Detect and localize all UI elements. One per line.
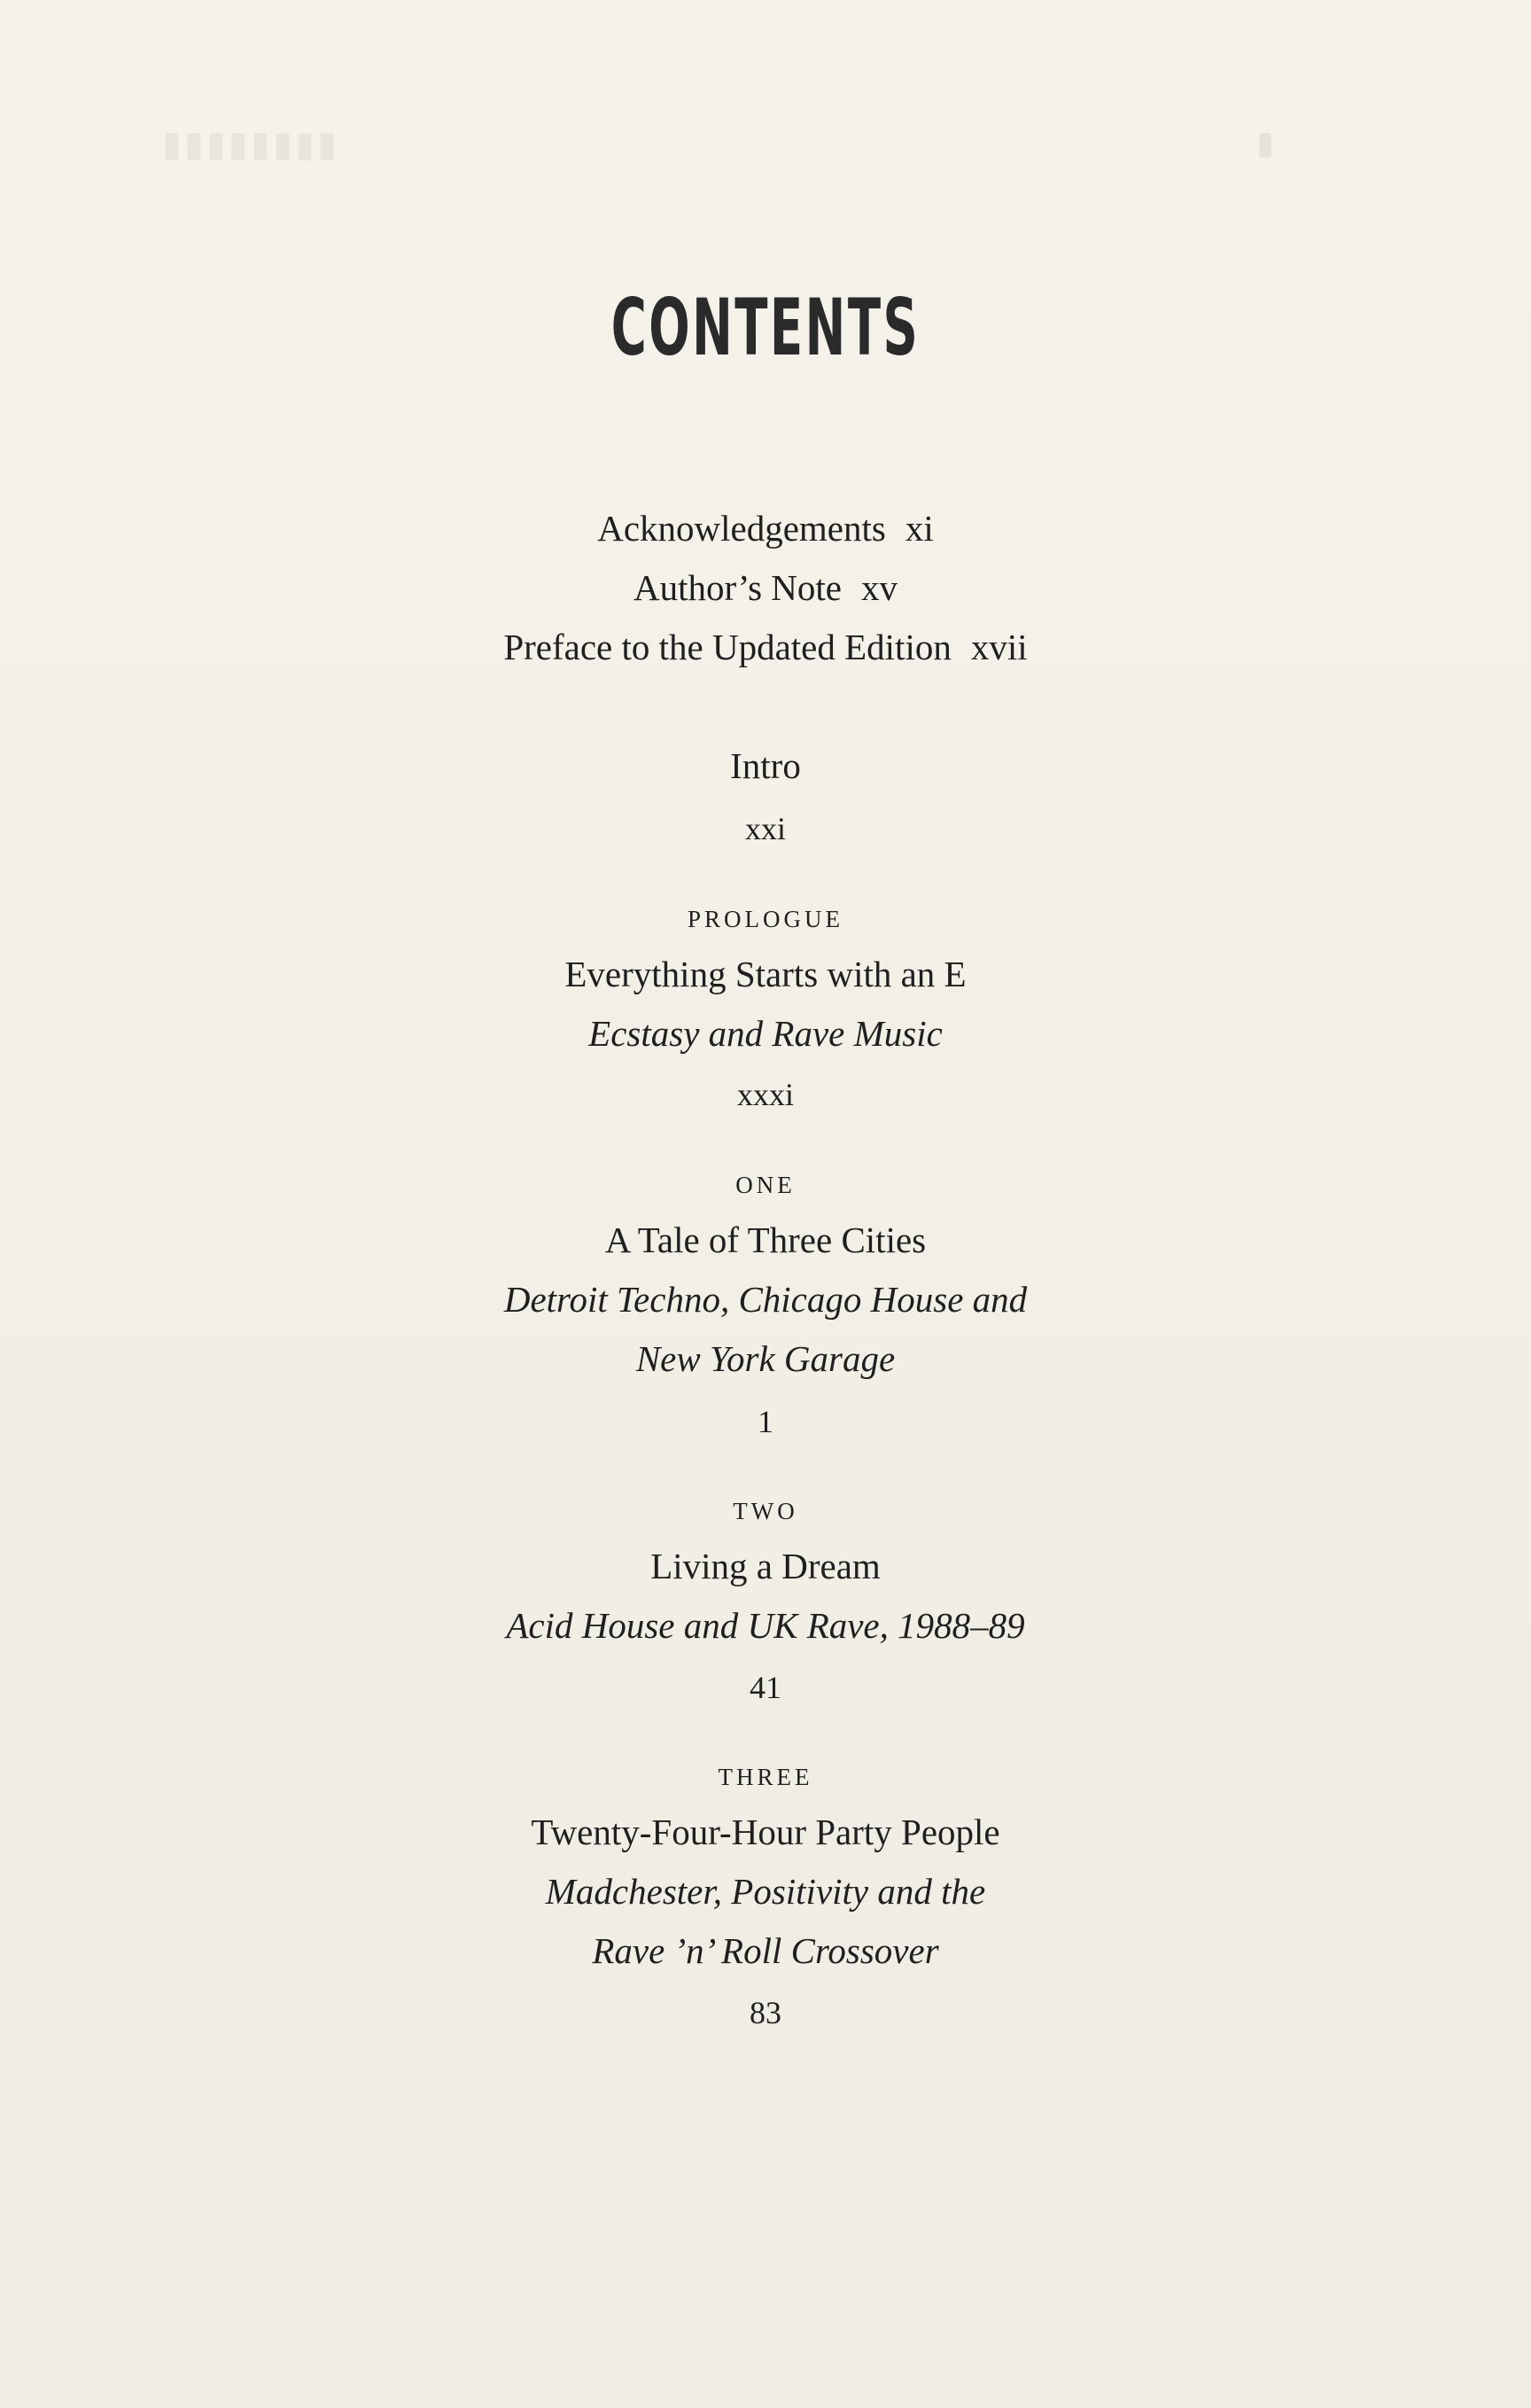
toc-entry-preface[interactable] [0,626,1531,668]
chapter-title-two[interactable]: Living a Dream [650,1546,881,1586]
chapter-label-one: ONE [735,1172,796,1198]
chapter-title-three[interactable]: Twenty-Four-Hour Party People [531,1812,1000,1852]
toc-intro-title[interactable]: Intro [730,745,801,786]
chapter-title-one[interactable]: A Tale of Three Cities [604,1220,927,1260]
toc-entry-page: xvii [970,627,1028,667]
show-through-page-number: ▮ [1256,125,1274,160]
chapter-subtitle: Detroit Techno, Chicago House and [503,1279,1028,1320]
toc-entry-label: Preface to the Updated Edition [503,627,952,667]
toc-entry-page: xi [905,508,934,549]
chapter-page-one: 1 [758,1404,773,1439]
chapter-title-prologue[interactable]: Everything Starts with an E [564,954,967,994]
chapter-page-prologue: xxxi [736,1077,794,1112]
toc-entry-acknowledgements[interactable] [0,507,1531,549]
toc-entry-authors-note[interactable] [0,566,1531,609]
show-through-running-head: ▮▮▮▮▮▮▮▮ [159,124,338,165]
toc-entry-label: Acknowledgements [597,508,886,549]
chapter-page-three: 83 [750,1995,781,2030]
toc-entry-label: Author’s Note [633,567,842,608]
toc-entry-page: xv [860,567,898,608]
chapter-label-three: THREE [718,1764,813,1790]
toc-intro-page: xxi [744,811,786,846]
page-title: CONTENTS [610,282,921,373]
chapter-subtitle: Acid House and UK Rave, 1988–89 [506,1605,1025,1646]
chapter-subtitle: New York Garage [635,1338,896,1379]
chapter-subtitle: Rave ’n’ Roll Crossover [592,1930,939,1971]
chapter-page-two: 41 [750,1670,781,1705]
chapter-subtitle: Madchester, Positivity and the [545,1871,986,1912]
chapter-label-prologue: PROLOGUE [687,906,843,932]
chapter-subtitle: Ecstasy and Rave Music [588,1013,943,1054]
chapter-label-two: TWO [733,1498,798,1524]
